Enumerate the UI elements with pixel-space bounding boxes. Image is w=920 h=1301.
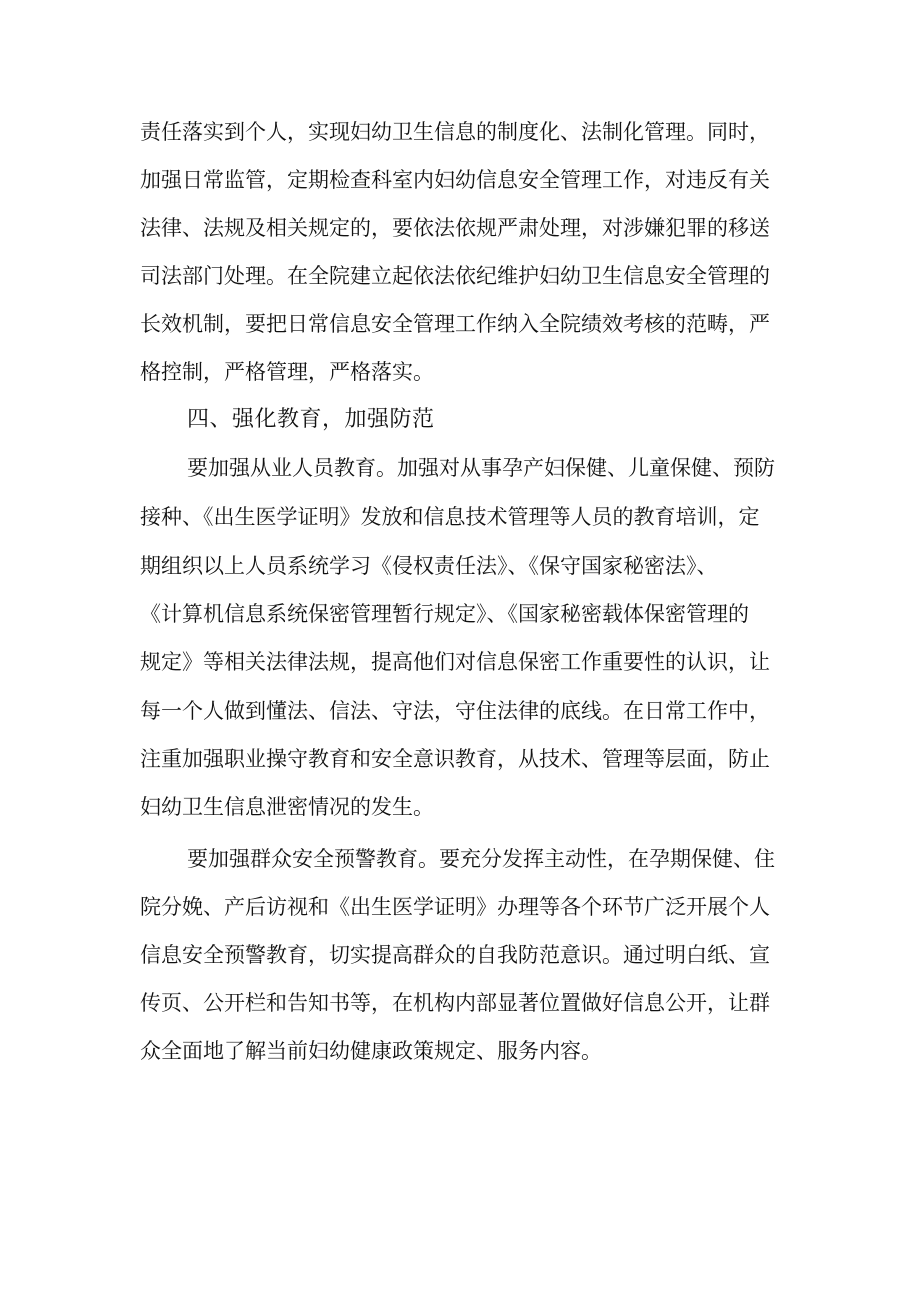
paragraph-1-line-4: 司法部门处理。在全院建立起依法依纪维护妇幼卫生信息安全管理的 [140, 264, 770, 288]
paragraph-1-line-2: 加强日常监管，定期检查科室内妇幼信息安全管理工作，对违反有关 [140, 168, 770, 192]
paragraph-3-line-4: 传页、公开栏和告知书等，在机构内部显著位置做好信息公开，让群 [140, 991, 770, 1015]
paragraph-1-line-1: 责任落实到个人，实现妇幼卫生信息的制度化、法制化管理。同时， [140, 120, 770, 144]
paragraph-2-line-5: 规定》等相关法律法规，提高他们对信息保密工作重要性的认识，让 [140, 650, 770, 674]
paragraph-2-line-3: 期组织以上人员系统学习《侵权责任法》、《保守国家秘密法》、 [140, 554, 718, 578]
paragraph-2-line-4: 《计算机信息系统保密管理暂行规定》、《国家秘密载体保密管理的 [140, 602, 749, 626]
paragraph-3-line-3: 信息安全预警教育，切实提高群众的自我防范意识。通过明白纸、宣 [140, 943, 770, 967]
paragraph-2-line-2: 接种、《出生医学证明》发放和信息技术管理等人员的教育培训，定 [140, 505, 760, 529]
paragraph-2-line-6: 每一个人做到懂法、信法、守法，守住法律的底线。在日常工作中， [140, 699, 770, 723]
paragraph-3-line-1: 要加强群众安全预警教育。要充分发挥主动性，在孕期保健、住 [187, 847, 775, 871]
paragraph-2-line-7: 注重加强职业操守教育和安全意识教育，从技术、管理等层面，防止 [140, 747, 770, 771]
paragraph-2-line-8: 妇幼卫生信息泄密情况的发生。 [140, 795, 434, 819]
paragraph-3-line-2: 院分娩、产后访视和《出生医学证明》办理等各个环节广泛开展个人 [140, 895, 770, 919]
section-heading: 四、强化教育，加强防范 [187, 407, 435, 432]
paragraph-2-line-1: 要加强从业人员教育。加强对从事孕产妇保健、儿童保健、预防 [187, 456, 775, 480]
paragraph-1-line-5: 长效机制，要把日常信息安全管理工作纳入全院绩效考核的范畴，严 [140, 312, 770, 336]
paragraph-1-line-3: 法律、法规及相关规定的，要依法依规严肃处理，对涉嫌犯罪的移送 [140, 216, 770, 240]
paragraph-3-line-5: 众全面地了解当前妇幼健康政策规定、服务内容。 [140, 1039, 602, 1063]
paragraph-1-line-6: 格控制，严格管理，严格落实。 [140, 360, 434, 384]
